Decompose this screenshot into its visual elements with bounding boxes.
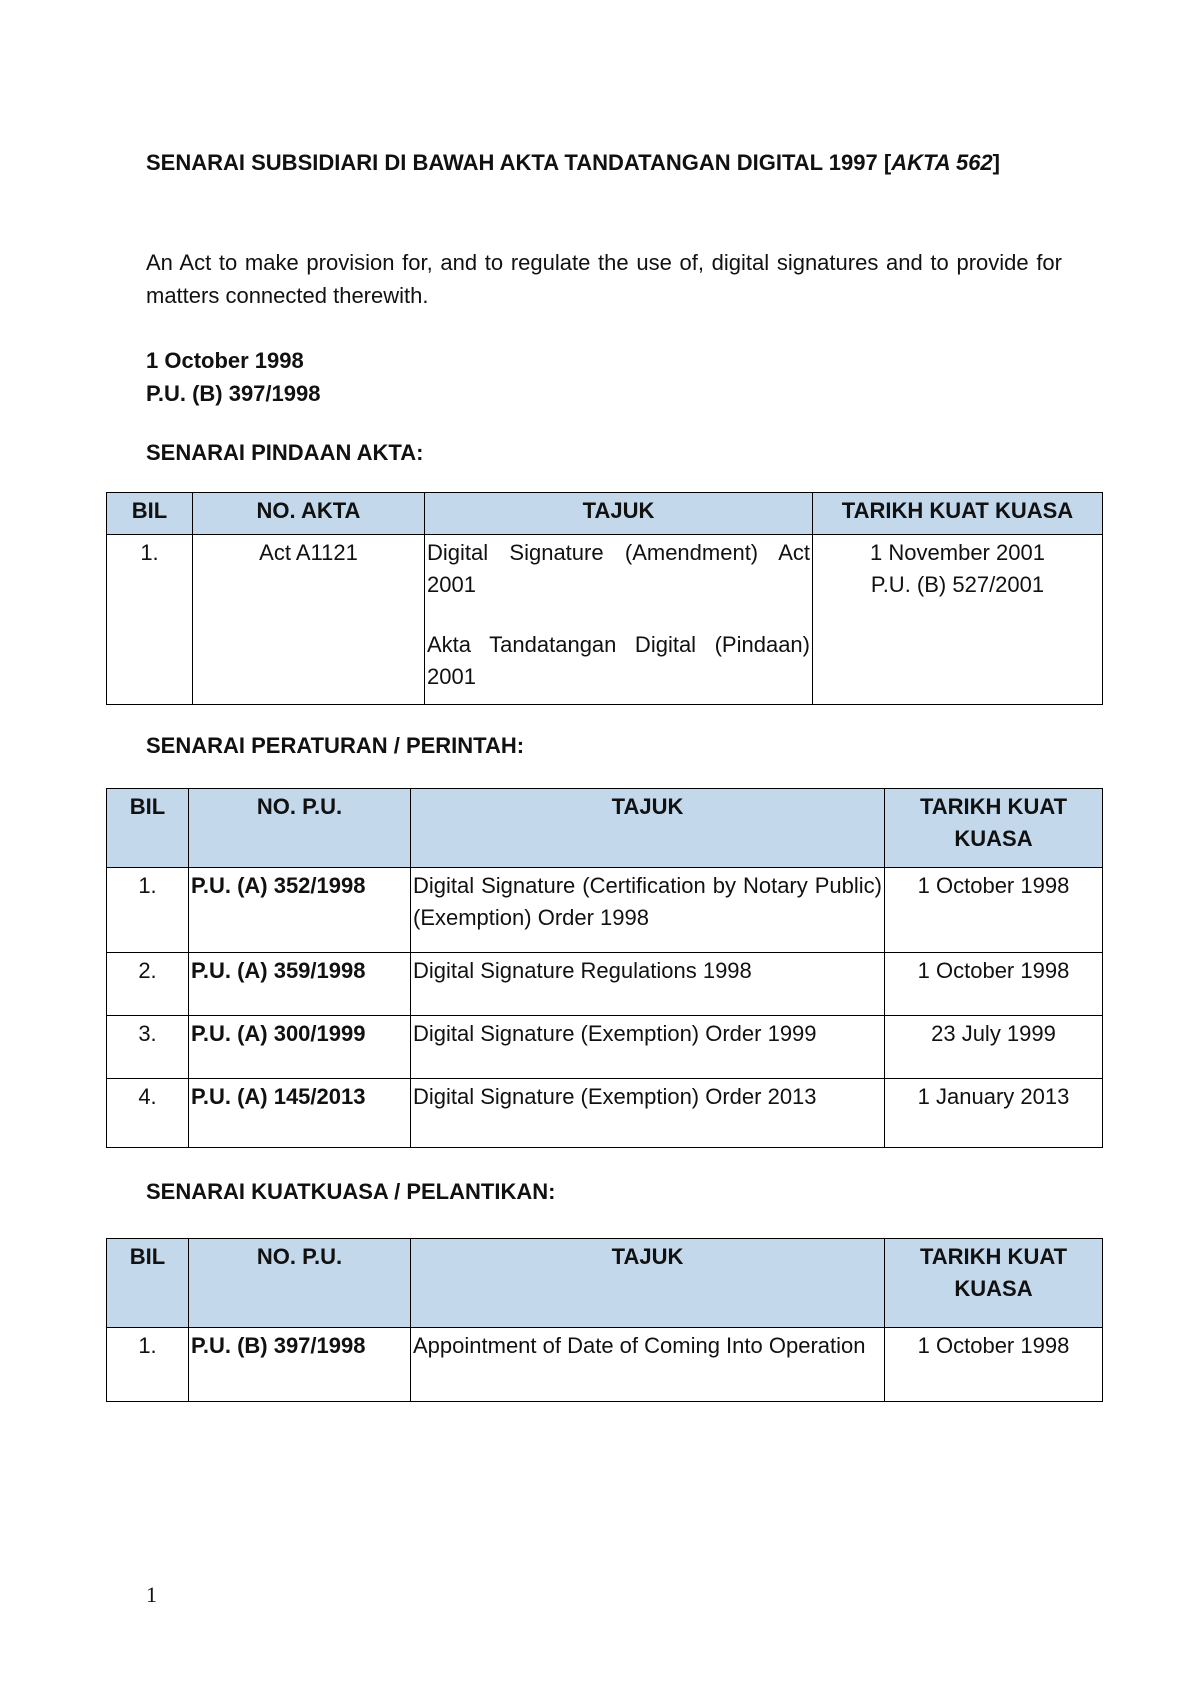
cell-bil: 1.	[107, 868, 189, 953]
cell-tarikh: 1 October 1998	[885, 953, 1103, 1016]
intro-paragraph: An Act to make provision for, and to regulate the use of, digital signatures and to provide for matters connected therewith.	[146, 250, 1062, 308]
effective-pu: P.U. (B) 527/2001	[870, 572, 1045, 597]
regulations-table	[106, 788, 1103, 1148]
header-no-pu: NO. P.U.	[189, 789, 411, 868]
cell-tarikh: 1 October 1998	[885, 1328, 1103, 1402]
appointments-table	[106, 1238, 1103, 1402]
commencement-pu: P.U. (B) 397/1998	[146, 381, 321, 406]
effective-date: 1 November 2001	[870, 540, 1045, 565]
header-tarikh: TARIKH KUAT KUASA	[885, 789, 1103, 868]
table-row	[107, 1016, 1103, 1079]
title-main: SENARAI SUBSIDIARI DI BAWAH AKTA TANDATANGAN DIGITAL 1997 [	[146, 150, 892, 175]
header-no-akta: NO. AKTA	[193, 493, 425, 535]
cell-no-pu: P.U. (A) 352/1998	[189, 868, 411, 953]
title-english: Digital Signature (Amendment) Act 2001	[427, 540, 810, 597]
cell-tarikh: 1 October 1998	[885, 868, 1103, 953]
cell-tarikh	[813, 535, 1103, 705]
table-row	[107, 1328, 1103, 1402]
header-bil: BIL	[107, 493, 193, 535]
title-malay: Akta Tandatangan Digital (Pindaan) 2001	[427, 632, 810, 689]
table-header-row	[107, 1239, 1103, 1328]
header-tajuk: TAJUK	[411, 789, 885, 868]
table-row	[107, 868, 1103, 953]
table-header-row	[107, 789, 1103, 868]
cell-bil: 4.	[107, 1079, 189, 1148]
cell-tajuk: Digital Signature Regulations 1998	[411, 953, 885, 1016]
cell-tajuk: Digital Signature (Exemption) Order 2013	[411, 1079, 885, 1148]
cell-tarikh: 23 July 1999	[885, 1016, 1103, 1079]
table-row	[107, 1079, 1103, 1148]
cell-no-pu: P.U. (A) 359/1998	[189, 953, 411, 1016]
cell-bil: 3.	[107, 1016, 189, 1079]
appointments-heading: SENARAI KUATKUASA / PELANTIKAN:	[146, 1179, 556, 1204]
amendments-heading: SENARAI PINDAAN AKTA:	[146, 440, 424, 465]
cell-tajuk: Appointment of Date of Coming Into Operation	[411, 1328, 885, 1402]
cell-bil: 1.	[107, 1328, 189, 1402]
cell-bil: 2.	[107, 953, 189, 1016]
cell-bil: 1.	[107, 535, 193, 705]
header-tajuk: TAJUK	[425, 493, 813, 535]
cell-no-pu: P.U. (A) 145/2013	[189, 1079, 411, 1148]
cell-tajuk	[425, 535, 813, 705]
table-row	[107, 953, 1103, 1016]
header-tarikh: TARIKH KUAT KUASA	[813, 493, 1103, 535]
table-row	[107, 535, 1103, 705]
commencement-date: 1 October 1998	[146, 348, 304, 373]
title-close: ]	[992, 150, 1000, 175]
page-number: 1	[146, 1582, 157, 1607]
amendments-table	[106, 492, 1103, 705]
table-header-row	[107, 493, 1103, 535]
header-tajuk: TAJUK	[411, 1239, 885, 1328]
header-tarikh: TARIKH KUAT KUASA	[885, 1239, 1103, 1328]
cell-no-pu: P.U. (B) 397/1998	[189, 1328, 411, 1402]
regulations-heading: SENARAI PERATURAN / PERINTAH:	[146, 733, 525, 758]
commencement-block	[146, 344, 320, 410]
title-act-number: AKTA 562	[891, 150, 993, 175]
cell-no-akta: Act A1121	[193, 535, 425, 705]
header-bil: BIL	[107, 1239, 189, 1328]
header-bil: BIL	[107, 789, 189, 868]
cell-no-pu: P.U. (A) 300/1999	[189, 1016, 411, 1079]
cell-tajuk: Digital Signature (Certification by Notary Public) (Exemption) Order 1998	[411, 868, 885, 953]
cell-tajuk: Digital Signature (Exemption) Order 1999	[411, 1016, 885, 1079]
document-title	[146, 146, 1064, 179]
cell-tarikh: 1 January 2013	[885, 1079, 1103, 1148]
header-no-pu: NO. P.U.	[189, 1239, 411, 1328]
